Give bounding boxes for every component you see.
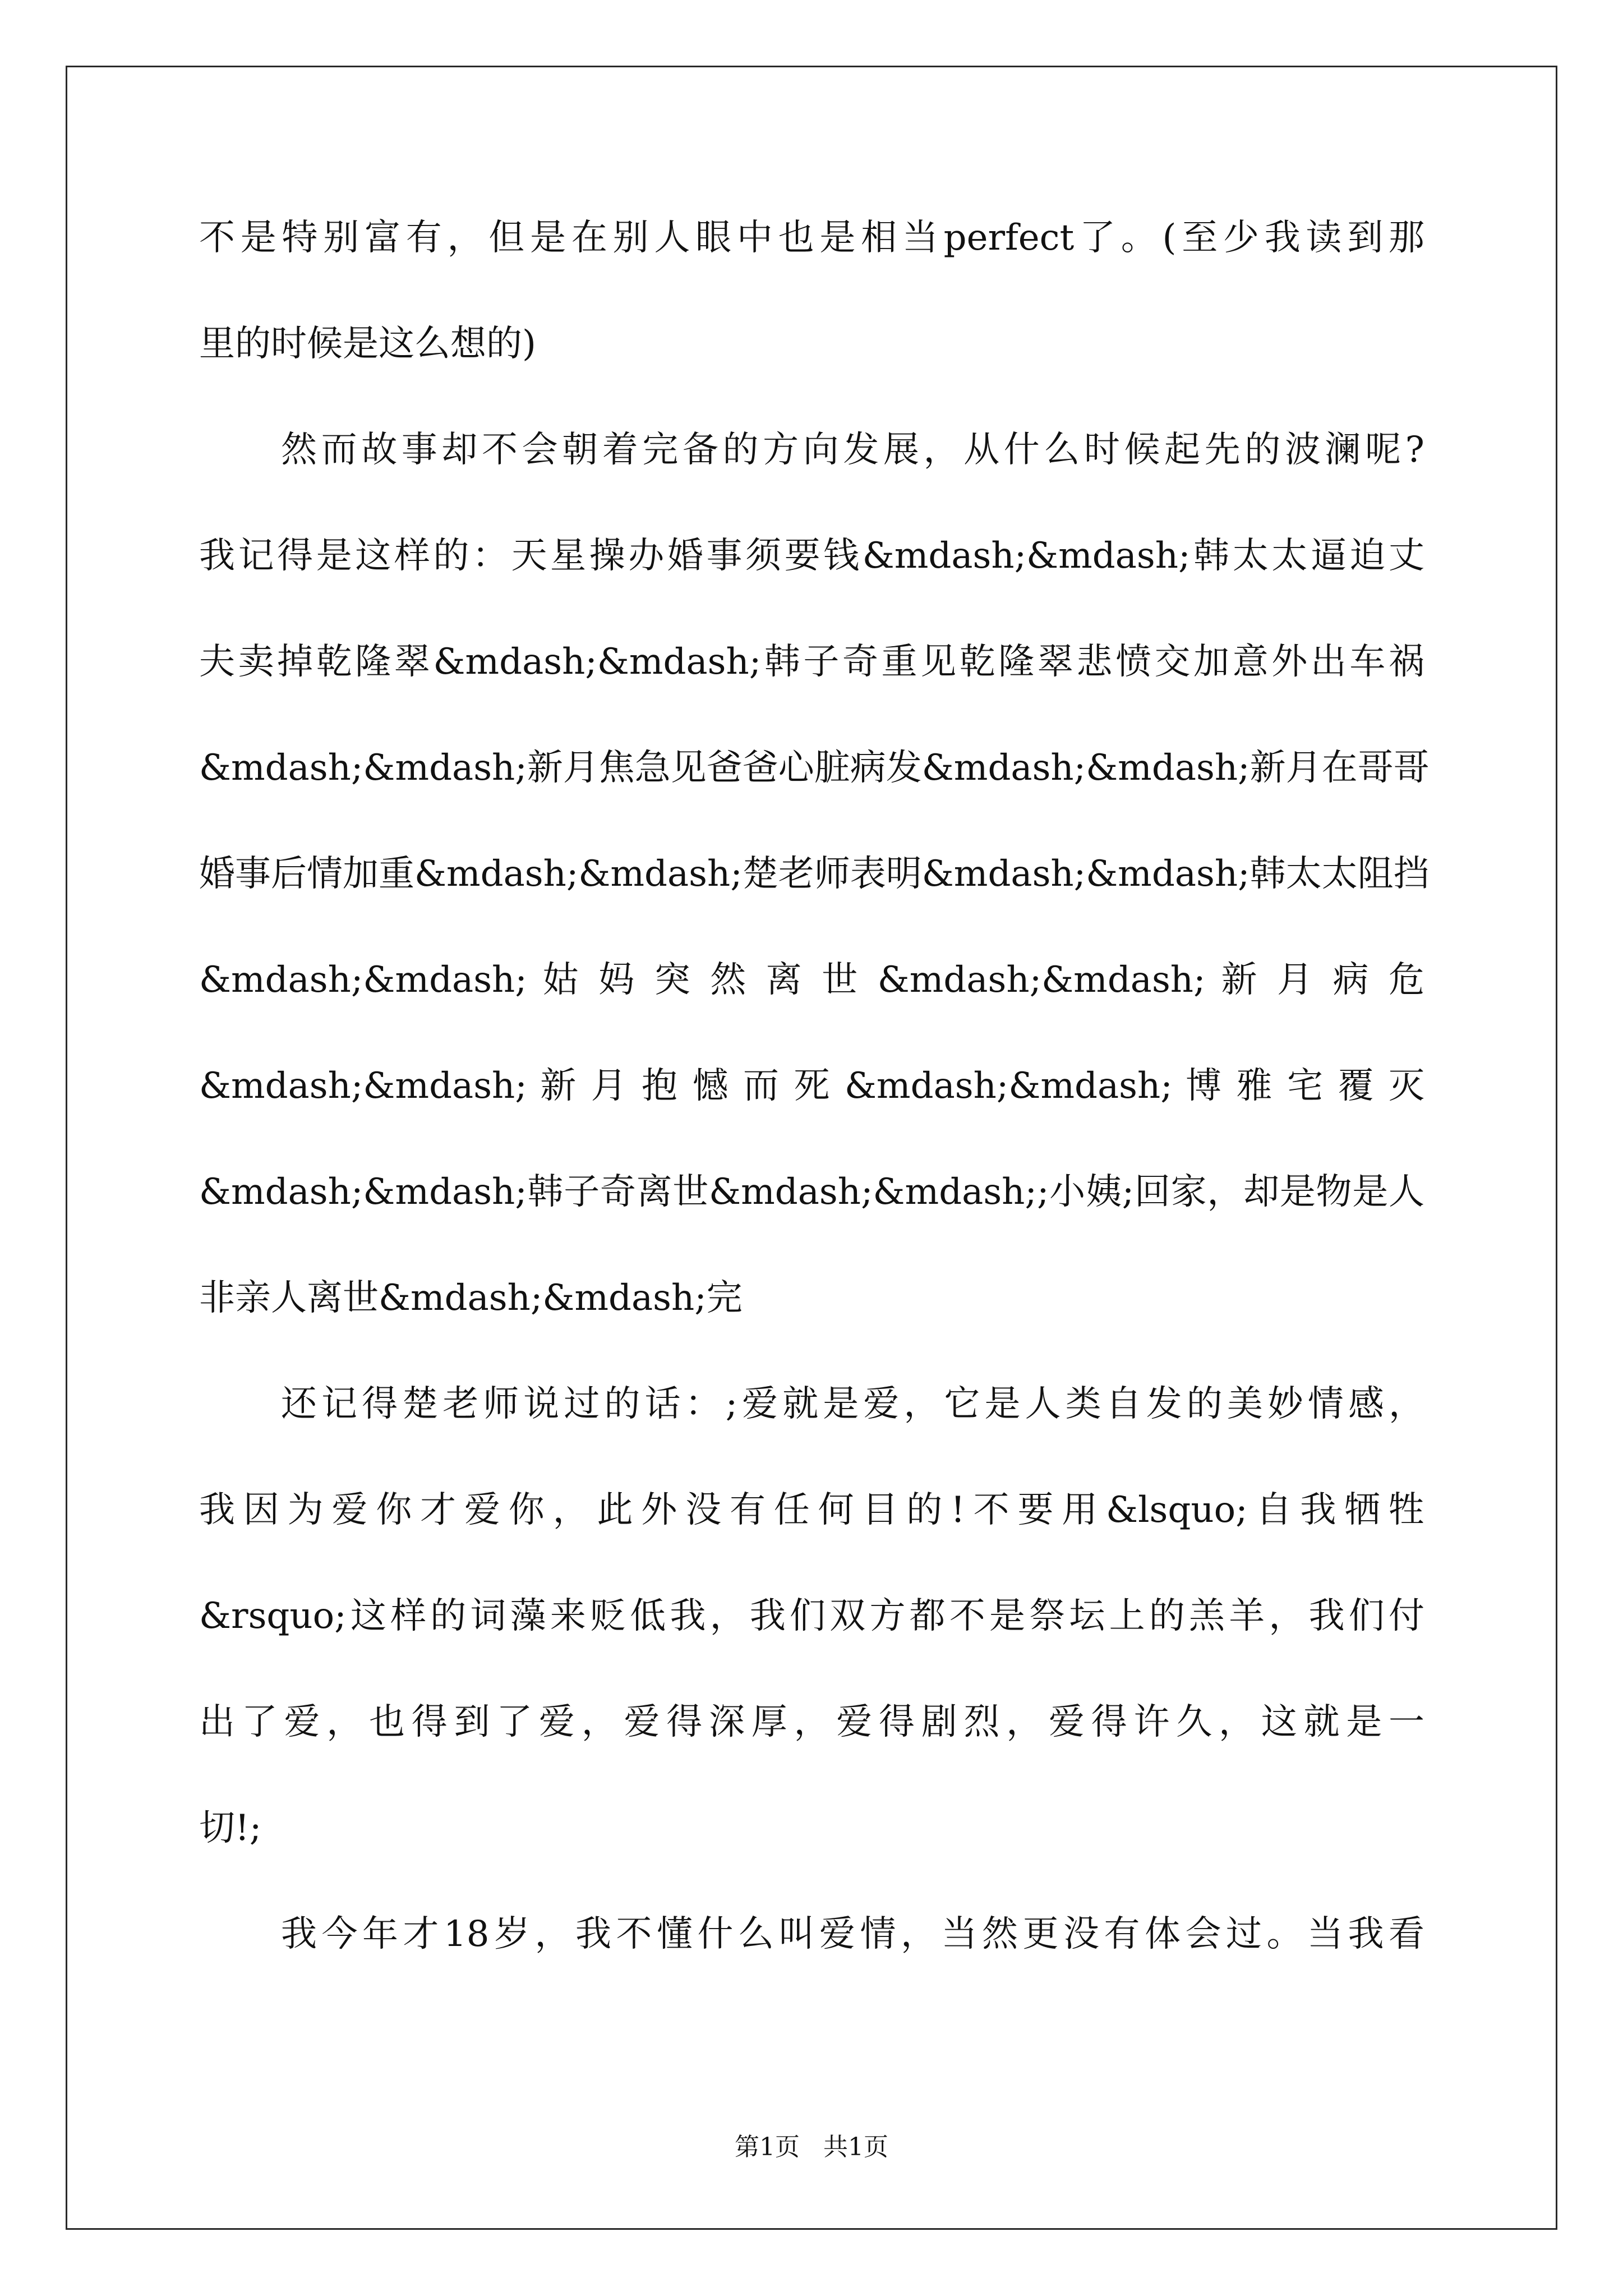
text-line: &mdash;&mdash; 姑 妈 突 然 离 世 &mdash;&mdash; 新 月 病 危 — [199, 959, 1424, 1001]
page-footer — [0, 2135, 1623, 2160]
text-line: 非亲人离世&mdash;&mdash;完 — [199, 1277, 743, 1319]
text-line: &mdash;&mdash;新月焦急见爸爸心脏病发&mdash;&mdash;新月在哥哥 — [199, 747, 1430, 789]
text-line: 我记得是这样的：天星操办婚事须要钱&mdash;&mdash;韩太太逼迫丈 — [199, 535, 1424, 577]
paragraph-first-line: 还记得楚老师说过的话：;爱就是爱，它是人类自发的美妙情感， — [281, 1383, 1424, 1425]
text-line: 我因为爱你才爱你，此外没有任何目的!不要用&lsquo;自我牺牲 — [199, 1489, 1424, 1531]
text-line: &mdash;&mdash;韩子奇离世&mdash;&mdash;;小姨;回家，却是物是人 — [199, 1171, 1424, 1213]
document-body — [199, 217, 1430, 2022]
text-line: 婚事后情加重&mdash;&mdash;楚老师表明&mdash;&mdash;韩太太阻挡 — [199, 853, 1430, 895]
text-line: &mdash;&mdash; 新 月 抱 憾 而 死 &mdash;&mdash; 博 雅 宅 覆 灭 — [199, 1065, 1424, 1107]
paragraph-first-line: 我今年才18岁，我不懂什么叫爱情，当然更没有体会过。当我看 — [281, 1913, 1424, 1955]
text-line: 切!; — [199, 1807, 262, 1849]
text-line: 出了爱，也得到了爱，爱得深厚，爱得剧烈，爱得许久，这就是一 — [199, 1701, 1424, 1743]
text-line: 里的时候是这么想的) — [199, 323, 536, 365]
paragraph-first-line: 然而故事却不会朝着完备的方向发展，从什么时候起先的波澜呢? — [281, 429, 1424, 471]
page-number-label: 第1页 共1页 — [735, 2133, 888, 2161]
text-line: 夫卖掉乾隆翠&mdash;&mdash;韩子奇重见乾隆翠悲愤交加意外出车祸 — [199, 641, 1424, 683]
text-line: &rsquo;这样的词藻来贬低我，我们双方都不是祭坛上的羔羊，我们付 — [199, 1595, 1424, 1637]
text-line: 不是特别富有，但是在别人眼中也是相当perfect了。(至少我读到那 — [199, 217, 1424, 259]
